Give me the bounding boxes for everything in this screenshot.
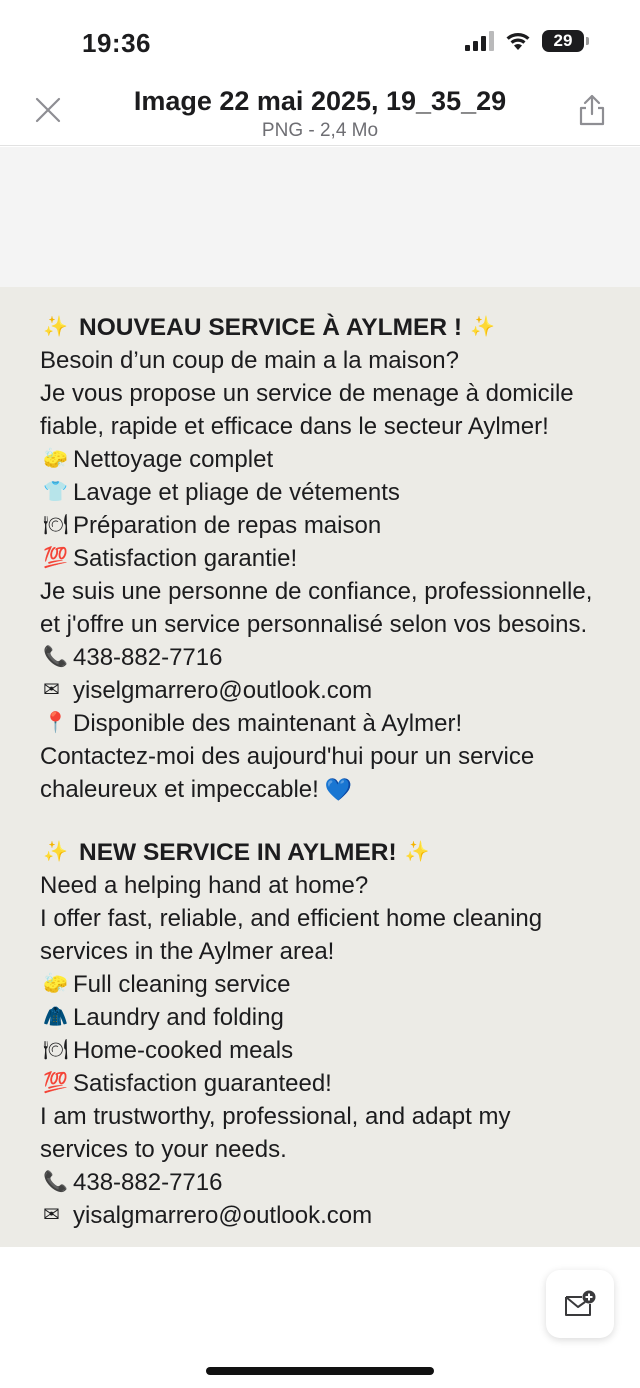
line-text: fiable, rapide et efficace dans le secteur Aylmer! [40,413,549,440]
line-text: I offer fast, reliable, and efficient home cleaning [40,905,543,932]
line-text: yiselgmarrero@outlook.com [73,677,373,704]
mail-add-button[interactable] [546,1270,614,1338]
status-time: 19:36 [82,28,151,58]
text-line [40,443,630,476]
share-button[interactable] [576,92,608,128]
emoji-icon: 🧥 [43,1006,68,1028]
status-icons [465,30,584,52]
text-line [40,377,630,410]
emoji-icon: 🍽 [43,514,69,536]
line-text: Je suis une personne de confiance, professionnelle, [40,578,593,605]
line-text: Full cleaning service [73,971,291,998]
text-line [40,410,630,443]
text-line [40,1001,630,1034]
sparkles-icon: ✨ [43,841,68,863]
text-line [40,1133,630,1166]
text-line [40,476,630,509]
blue-heart-icon: 💙 [324,777,353,802]
text-line [40,740,630,773]
text-line [40,1100,630,1133]
text-line [40,542,630,575]
image-text-block [40,311,630,1232]
battery-level: 29 [553,31,573,50]
line-text: 438-882-7716 [73,1169,223,1196]
section-heading [40,311,630,344]
emoji-icon: 📞 [43,1171,68,1193]
english-section [40,836,630,1232]
text-line [40,1199,630,1232]
home-indicator [206,1367,434,1375]
share-icon [577,93,607,127]
emoji-icon: 🧽 [43,448,68,470]
text-line [40,902,630,935]
line-text: NEW SERVICE IN AYLMER! [79,839,397,866]
text-line [40,608,630,641]
line-text: Satisfaction garantie! [73,545,298,572]
text-line [40,575,630,608]
text-line [40,869,630,902]
sparkles-icon: ✨ [404,841,430,863]
battery-icon [542,30,584,52]
mail-add-icon [563,1289,597,1319]
text-line [40,707,630,740]
line-text: Need a helping hand at home? [40,872,369,899]
text-line [40,509,630,542]
file-info: PNG - 2,4 Mo [261,120,379,141]
file-title: Image 22 mai 2025, 19_35_29 [133,86,507,116]
emoji-icon: 📍 [43,712,68,734]
text-line [40,1166,630,1199]
emoji-icon: 🍽 [43,1039,69,1061]
line-text: Satisfaction guaranteed! [73,1070,332,1097]
text-line [40,641,630,674]
line-text: 438-882-7716 [73,644,223,671]
emoji-icon: 💯 [43,1072,68,1094]
section-gap [40,806,630,836]
text-line [40,935,630,968]
line-text: Home-cooked meals [73,1037,294,1064]
line-text: NOUVEAU SERVICE À AYLMER ! [79,314,462,341]
wifi-icon [504,30,532,52]
text-line [40,1067,630,1100]
sparkles-icon: ✨ [470,316,495,338]
text-line [40,773,630,806]
status-bar [0,0,640,84]
image-viewer-background [0,147,640,287]
line-text: Contactez-moi des aujourd'hui pour un service [40,743,535,770]
line-text: Disponible des maintenant à Aylmer! [73,710,463,737]
line-text: Besoin d’un coup de main a la maison? [40,347,459,374]
emoji-icon: 👕 [43,481,68,503]
line-text: Lavage et pliage de vétements [73,479,400,506]
line-text: chaleureux et impeccable! [40,776,319,803]
emoji-icon: 💯 [43,547,68,569]
image-content[interactable] [0,287,640,1247]
emoji-icon: ✉ [43,679,60,701]
text-line [40,1034,630,1067]
line-text: et j'offre un service personnalisé selon vos besoins. [40,611,588,638]
cellular-signal-icon [465,31,494,51]
french-section [40,311,630,806]
line-text: I am trustworthy, professional, and adapt my [40,1103,511,1130]
text-line [40,968,630,1001]
text-line [40,344,630,377]
sparkles-icon: ✨ [43,316,68,338]
emoji-icon: 🧽 [43,973,68,995]
line-text: services in the Aylmer area! [40,938,335,965]
line-text: Je vous propose un service de menage à domicile [40,380,574,407]
line-text: services to your needs. [40,1136,287,1163]
text-line [40,674,630,707]
emoji-icon: ✉ [43,1204,60,1226]
line-text: Laundry and folding [73,1004,284,1031]
viewer-header [0,84,640,146]
section-heading [40,836,630,869]
line-text: Préparation de repas maison [73,512,382,539]
line-text: Nettoyage complet [73,446,274,473]
line-text: yisalgmarrero@outlook.com [73,1202,373,1229]
emoji-icon: 📞 [43,646,68,668]
